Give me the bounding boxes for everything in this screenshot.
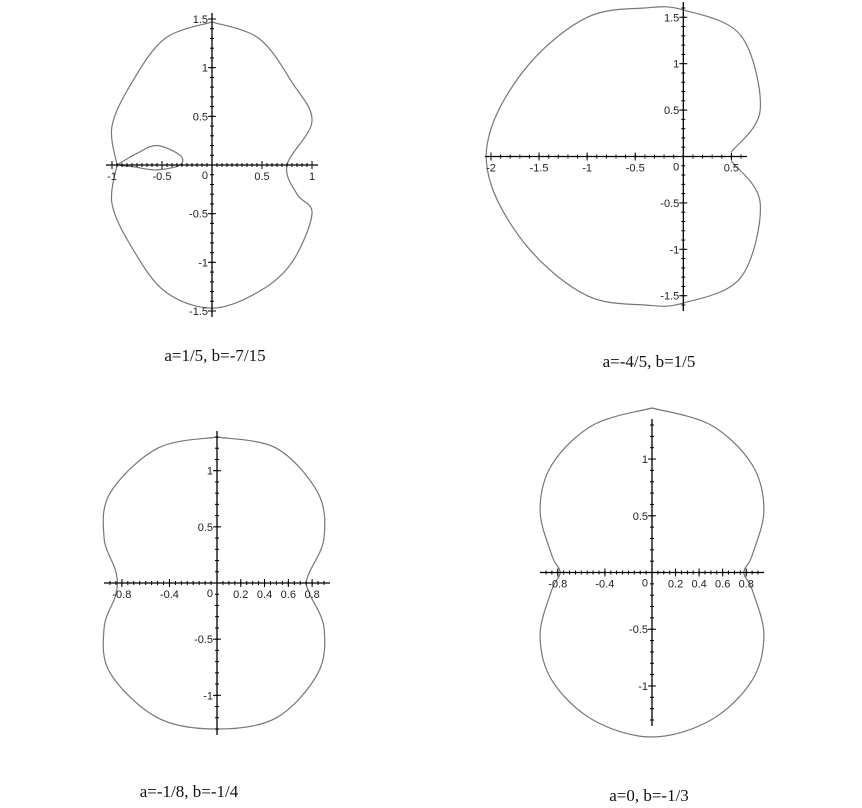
x-tick-label: 0.5	[254, 171, 270, 183]
x-tick-label: 0.5	[723, 162, 740, 175]
x-tick-label: 0.2	[233, 589, 249, 601]
x-tick-label: -1.5	[529, 162, 549, 175]
x-tick-label: 0.8	[738, 578, 754, 591]
caption-1: a=1/5, b=-7/15	[164, 346, 266, 365]
origin-label: 0	[201, 170, 208, 182]
plot-panel-2	[485, 2, 760, 311]
y-tick-label: 1.5	[664, 12, 680, 25]
curve-1-2	[111, 22, 212, 165]
y-tick-label: -1	[198, 257, 208, 270]
y-tick-label: 1	[641, 454, 648, 467]
y-tick-label: 0.5	[664, 105, 680, 118]
x-tick-label: -0.5	[152, 171, 172, 183]
plot-panel-4	[540, 408, 764, 737]
x-tick-label: 1	[308, 171, 316, 183]
y-tick-label: -0.5	[189, 208, 208, 221]
x-tick-label: -0.4	[595, 578, 615, 591]
x-tick-label: -0.4	[159, 589, 179, 601]
x-tick-label: -0.8	[548, 578, 568, 591]
y-tick-label: -0.5	[194, 634, 213, 647]
y-tick-label: 0.5	[632, 510, 648, 523]
x-tick-label: 0.2	[667, 578, 684, 591]
origin-label: 0	[673, 161, 680, 174]
y-tick-label: -0.5	[660, 197, 680, 210]
y-tick-label: 1	[206, 465, 213, 478]
y-tick-label: -0.5	[629, 624, 648, 637]
origin-label: 0	[641, 577, 648, 590]
caption-2: a=-4/5, b=1/5	[602, 352, 696, 371]
origin-label: 0	[206, 588, 213, 600]
plot-panel-3	[103, 431, 330, 735]
y-tick-label: -1	[669, 244, 680, 257]
y-tick-label: 0.5	[197, 521, 213, 534]
y-tick-label: 1	[673, 58, 680, 71]
y-tick-label: -1.5	[189, 306, 208, 318]
caption-4: a=0, b=-1/3	[609, 786, 689, 805]
y-tick-label: -1.5	[660, 290, 680, 303]
x-tick-label: -0.8	[112, 589, 132, 601]
x-tick-label: -1	[107, 171, 117, 183]
y-tick-label: 1	[201, 62, 208, 75]
y-tick-label: 1.5	[192, 14, 208, 26]
y-tick-label: -1	[638, 680, 648, 693]
x-tick-label: 0.4	[256, 589, 273, 601]
y-tick-label: 0.5	[192, 111, 208, 124]
y-tick-label: -1	[203, 690, 213, 703]
plot-panel-1	[106, 13, 318, 318]
x-tick-label: -0.5	[625, 162, 645, 175]
caption-3: a=-1/8, b=-1/4	[139, 782, 239, 801]
x-tick-label: 0.8	[304, 589, 320, 601]
x-tick-label: 0.4	[691, 578, 707, 591]
x-tick-label: 0.6	[280, 589, 296, 601]
x-tick-label: -2	[486, 162, 496, 175]
x-tick-label: 0.6	[715, 578, 731, 591]
x-tick-label: -1	[582, 162, 593, 175]
